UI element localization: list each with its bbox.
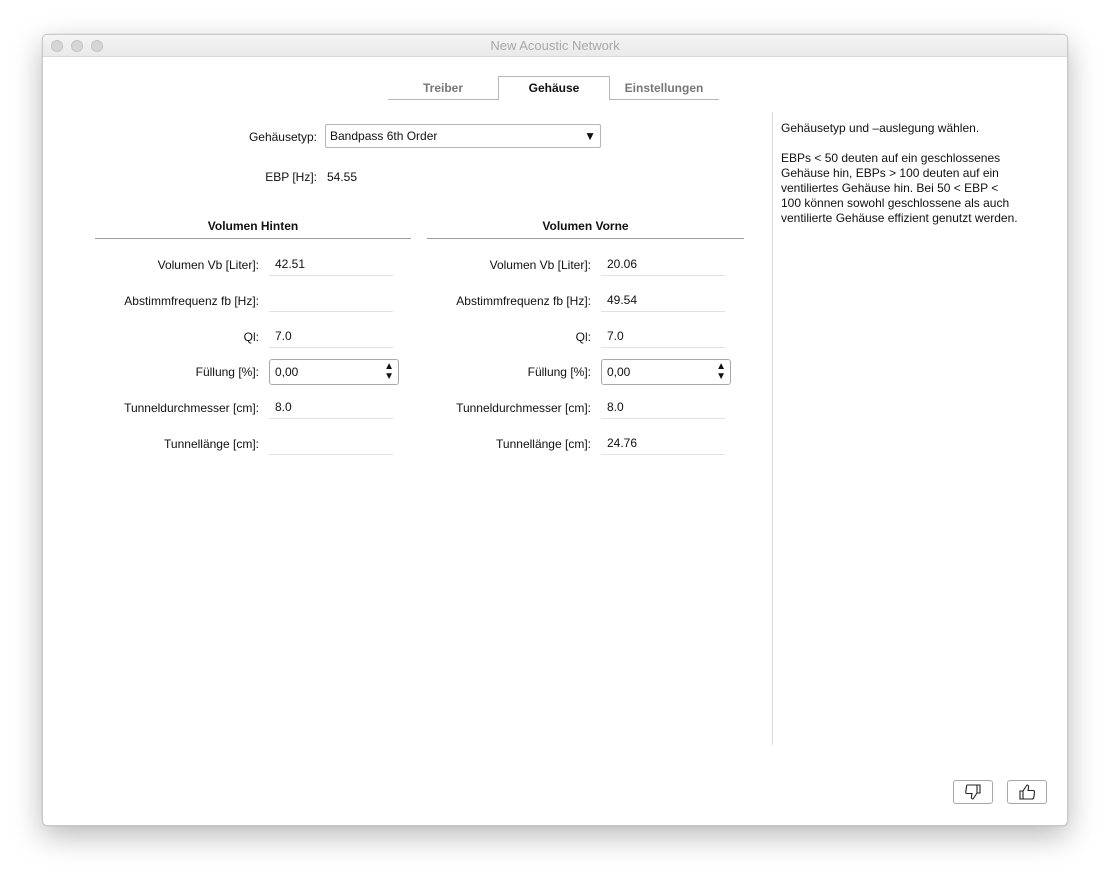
tab-gehaeuse[interactable]: Gehäuse [498, 76, 610, 100]
front-fill-spinner[interactable] [601, 359, 731, 385]
triangle-down-icon: ▼ [584, 129, 596, 143]
ebp-value: 54.55 [327, 170, 358, 184]
thumbs-down-button[interactable] [953, 780, 993, 804]
front-vb-input[interactable]: 20.06 [601, 252, 725, 276]
decrement-arrow-icon[interactable]: ▼ [384, 371, 394, 382]
rear-tunnel-length-input[interactable] [269, 431, 393, 455]
rear-divider [95, 238, 411, 239]
rear-tunnel-diameter-label: Tunneldurchmesser [cm]: [124, 401, 259, 415]
front-fb-input[interactable]: 49.54 [601, 288, 725, 312]
ebp-label: EBP [Hz]: [265, 170, 317, 184]
front-ql-label: Ql: [575, 330, 591, 344]
rear-tunnel-diameter-input[interactable]: 8.0 [269, 395, 393, 419]
front-tunnel-diameter-label: Tunneldurchmesser [cm]: [456, 401, 591, 415]
front-fb-label: Abstimmfrequenz fb [Hz]: [456, 294, 591, 308]
app-window [42, 34, 1068, 826]
tab-einstellungen[interactable]: Einstellungen [609, 77, 719, 100]
help-panel [781, 121, 1021, 241]
increment-arrow-icon[interactable]: ▲ [384, 361, 394, 372]
enclosure-type-select[interactable] [325, 124, 601, 148]
title-bar [43, 35, 1067, 57]
enclosure-type-label: Gehäusetyp: [248, 130, 317, 144]
tab-treiber[interactable]: Treiber [388, 77, 498, 100]
tab-bar [388, 77, 720, 101]
front-fill-value: 0,00 [607, 365, 631, 379]
rear-fb-label: Abstimmfrequenz fb [Hz]: [124, 294, 259, 308]
rear-vb-input[interactable]: 42.51 [269, 252, 393, 276]
rear-tunnel-length-label: Tunnellänge [cm]: [164, 437, 259, 451]
front-volume-title: Volumen Vorne [542, 219, 629, 233]
thumbs-up-icon [1018, 784, 1036, 800]
help-text: EBPs < 50 deuten auf ein geschlossenes Gehäuse hin, EBPs > 100 deuten auf ein ventiliertes Gehäuse hin. Bei 50 < EBP < 100 können sowohl geschlossene als auch ventilierte Gehäuse effizient genutzt werden. [781, 151, 1018, 225]
front-divider [427, 238, 744, 239]
thumbs-down-icon [964, 784, 982, 800]
enclosure-type-value: Bandpass 6th Order [330, 129, 438, 143]
thumbs-up-button[interactable] [1007, 780, 1047, 804]
rear-fill-label: Füllung [%]: [195, 365, 259, 379]
front-tunnel-length-input[interactable]: 24.76 [601, 431, 725, 455]
front-fill-label: Füllung [%]: [527, 365, 591, 379]
rear-fill-value: 0,00 [275, 365, 299, 379]
rear-volume-title: Volumen Hinten [207, 219, 299, 233]
rear-ql-label: Ql: [243, 330, 259, 344]
rear-fill-spinner[interactable] [269, 359, 399, 385]
front-tunnel-diameter-input[interactable]: 8.0 [601, 395, 725, 419]
rear-ql-input[interactable]: 7.0 [269, 324, 393, 348]
help-panel-divider [772, 112, 773, 745]
front-tunnel-length-label: Tunnellänge [cm]: [496, 437, 591, 451]
front-vb-label: Volumen Vb [Liter]: [489, 258, 591, 272]
front-ql-input[interactable]: 7.0 [601, 324, 725, 348]
increment-arrow-icon[interactable]: ▲ [716, 361, 726, 372]
help-heading: Gehäusetyp und –auslegung wählen. [781, 121, 980, 135]
decrement-arrow-icon[interactable]: ▼ [716, 371, 726, 382]
rear-vb-label: Volumen Vb [Liter]: [157, 258, 259, 272]
rear-fb-input[interactable] [269, 288, 393, 312]
window-title: New Acoustic Network [490, 38, 620, 53]
